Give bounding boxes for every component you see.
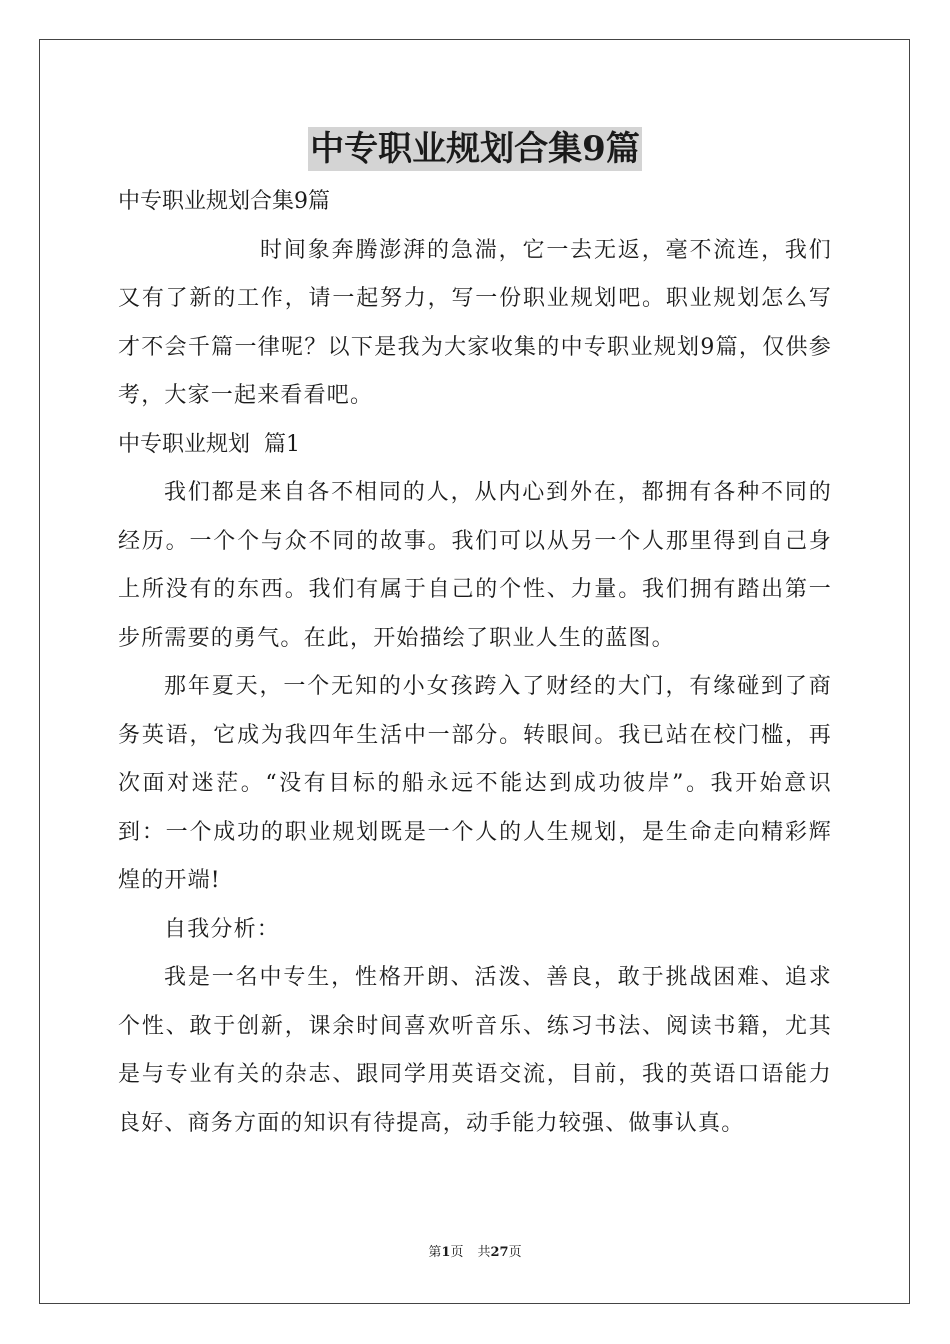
page-prefix: 第 — [428, 1245, 442, 1260]
body-paragraph-1: 我们都是来自各不相同的人，从内心到外在，都拥有各种不同的经历。一个个与众不同的故事。我们可以从另一个人那里得到自己身上所没有的东西。我们有属于自己的个性、力量。我们拥有踏出第一步所需要的勇气。在此，开始描绘了职业人生的蓝图。 — [118, 480, 832, 651]
intro-paragraph: 时间象奔腾澎湃的急湍，它一去无返，毫不流连，我们又有了新的工作，请一起努力，写一份职业规划吧。职业规划怎么写才不会千篇一律呢？以下是我为大家收集的中专职业规划9篇，仅供参考，大家一起来看看吧。 — [118, 237, 832, 408]
total-unit: 页 — [508, 1245, 522, 1260]
page-total: 27 — [490, 1245, 509, 1260]
section-heading: 中专职业规划 篇1 — [118, 431, 300, 457]
total-prefix: 共 — [477, 1245, 491, 1260]
body-paragraph-2: 那年夏天，一个无知的小女孩跨入了财经的大门，有缘碰到了商务英语，它成为我四年生活中一部分。转眼间。我已站在校门槛，再次面对迷茫。“没有目标的船永远不能达到成功彼岸”。我开始意识到：一个成功的职业规划既是一个人的人生规划，是生命走向精彩辉煌的开端! — [118, 674, 832, 893]
title-block — [0, 127, 950, 171]
document-body — [118, 178, 832, 1148]
document-title: 中专职业规划合集9篇 — [310, 129, 640, 169]
document-subtitle: 中专职业规划合集9篇 — [118, 189, 330, 214]
page-unit: 页 — [450, 1245, 464, 1260]
page-footer — [0, 1244, 950, 1262]
body-paragraph-3: 我是一名中专生，性格开朗、活泼、善良，敢于挑战困难、追求个性、敢于创新，课余时间喜欢听音乐、练习书法、阅读书籍，尤其是与专业有关的杂志、跟同学用英语交流，目前，我的英语口语能力良好、商务方面的知识有待提高，动手能力较强、做事认真。 — [118, 965, 832, 1136]
sub-heading-self-analysis: 自我分析： — [164, 916, 281, 942]
page-current: 1 — [441, 1245, 451, 1260]
